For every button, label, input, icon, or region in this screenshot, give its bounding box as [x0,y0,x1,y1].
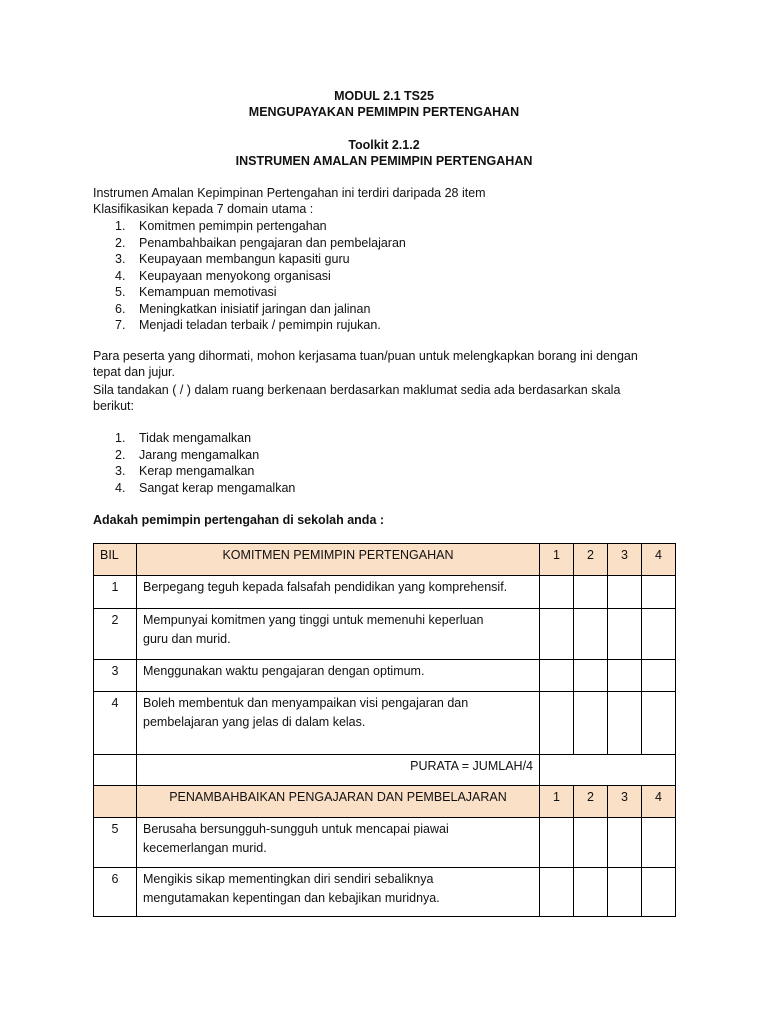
list-item: 2. Penambahbaikan pengajaran dan pembelajaran [115,235,406,250]
rating-cell-4[interactable] [642,692,676,755]
scale-header-4: 4 [642,544,676,576]
rating-cell-2[interactable] [574,576,608,609]
item-text: Mempunyai komitmen yang tinggi untuk memenuhi keperluan guru dan murid. [137,609,540,660]
assessment-table [93,543,676,917]
rating-cell-1[interactable] [540,868,574,917]
instruction-line-4: berikut: [93,399,134,413]
rating-cell-3[interactable] [608,660,642,692]
section-header-row [94,786,676,818]
instruction-line-1: Para peserta yang dihormati, mohon kerjasama tuan/puan untuk melengkapkan borang ini dengan [93,349,638,363]
module-title: MODUL 2.1 TS25 [334,89,434,103]
scale-header-3: 3 [608,544,642,576]
instrument-title: INSTRUMEN AMALAN PEMIMPIN PERTENGAHAN [235,154,533,168]
rating-cell-4[interactable] [642,868,676,917]
rating-cell-3[interactable] [608,868,642,917]
table-row [94,660,676,692]
item-number: 3 [94,660,137,692]
intro-line-2: Klasifikasikan kepada 7 domain utama : [93,202,314,216]
rating-cell-2[interactable] [574,660,608,692]
table-row [94,868,676,917]
scale-header-2: 2 [574,786,608,818]
item-number: 5 [94,818,137,868]
table-row [94,609,676,660]
rating-cell-4[interactable] [642,818,676,868]
list-item: 1. Komitmen pemimpin pertengahan [115,219,327,233]
scale-header-1: 1 [540,544,574,576]
item-text: Mengikis sikap mementingkan diri sendiri sebaliknya mengutamakan kepentingan dan kebajikan muridnya. [137,868,540,917]
list-item: 7. Menjadi teladan terbaik / pemimpin rujukan. [115,318,381,332]
module-subtitle: MENGUPAYAKAN PEMIMPIN PERTENGAHAN [248,105,520,119]
empty-cell [94,755,137,786]
list-item: 1. Tidak mengamalkan [115,431,252,445]
empty-cell [94,786,137,818]
rating-cell-1[interactable] [540,660,574,692]
rating-cell-4[interactable] [642,609,676,660]
rating-cell-2[interactable] [574,818,608,868]
list-item: 3. Kerap mengamalkan [115,464,255,478]
purata-row [94,755,676,786]
item-number: 1 [94,576,137,609]
instruction-line-2: tepat dan jujur. [93,365,176,379]
rating-cell-4[interactable] [642,576,676,609]
instruction-line-3: Sila tandakan ( / ) dalam ruang berkenaan berdasarkan maklumat sedia ada berdasarkan skala [93,383,621,397]
list-item: 2. Jarang mengamalkan [115,447,260,462]
rating-cell-2[interactable] [574,868,608,917]
list-item: 6. Meningkatkan inisiatif jaringan dan jalinan [115,301,371,316]
section1-title: KOMITMEN PEMIMPIN PERTENGAHAN [137,544,540,576]
rating-cell-1[interactable] [540,818,574,868]
domain-list [115,218,406,334]
item-number: 2 [94,609,137,660]
rating-cell-3[interactable] [608,818,642,868]
scale-header-2: 2 [574,544,608,576]
purata-label: PURATA = JUMLAH/4 [137,755,540,786]
scale-header-1: 1 [540,786,574,818]
item-text: Berpegang teguh kepada falsafah pendidikan yang komprehensif. [137,576,540,609]
rating-cell-2[interactable] [574,609,608,660]
scale-header-4: 4 [642,786,676,818]
table-row [94,692,676,755]
item-number: 4 [94,692,137,755]
rating-cell-4[interactable] [642,660,676,692]
item-number: 6 [94,868,137,917]
purata-value-cell[interactable] [540,755,676,786]
section-header-row [94,544,676,576]
scale-header-3: 3 [608,786,642,818]
rating-cell-1[interactable] [540,692,574,755]
item-text: Menggunakan waktu pengajaran dengan optimum. [137,660,540,692]
section2-title: PENAMBAHBAIKAN PENGAJARAN DAN PEMBELAJARAN [137,786,540,818]
item-text: Boleh membentuk dan menyampaikan visi pengajaran dan pembelajaran yang jelas di dalam kelas. [137,692,540,755]
table-row [94,818,676,868]
list-item: 5. Kemampuan memotivasi [115,285,277,299]
toolkit-title: Toolkit 2.1.2 [348,138,420,152]
table-row [94,576,676,609]
rating-cell-1[interactable] [540,609,574,660]
rating-cell-3[interactable] [608,692,642,755]
item-text: Berusaha bersungguh-sungguh untuk mencapai piawai kecemerlangan murid. [137,818,540,868]
question-heading: Adakah pemimpin pertengahan di sekolah anda : [93,513,385,527]
list-item: 4. Keupayaan menyokong organisasi [115,268,331,283]
rating-cell-3[interactable] [608,576,642,609]
list-item: 3. Keupayaan membangun kapasiti guru [115,252,350,266]
list-item: 4. Sangat kerap mengamalkan [115,480,296,495]
scale-list [115,430,295,496]
intro-line-1: Instrumen Amalan Kepimpinan Pertengahan ini terdiri daripada 28 item [93,186,486,200]
rating-cell-3[interactable] [608,609,642,660]
bil-header: BIL [94,544,137,576]
rating-cell-1[interactable] [540,576,574,609]
rating-cell-2[interactable] [574,692,608,755]
